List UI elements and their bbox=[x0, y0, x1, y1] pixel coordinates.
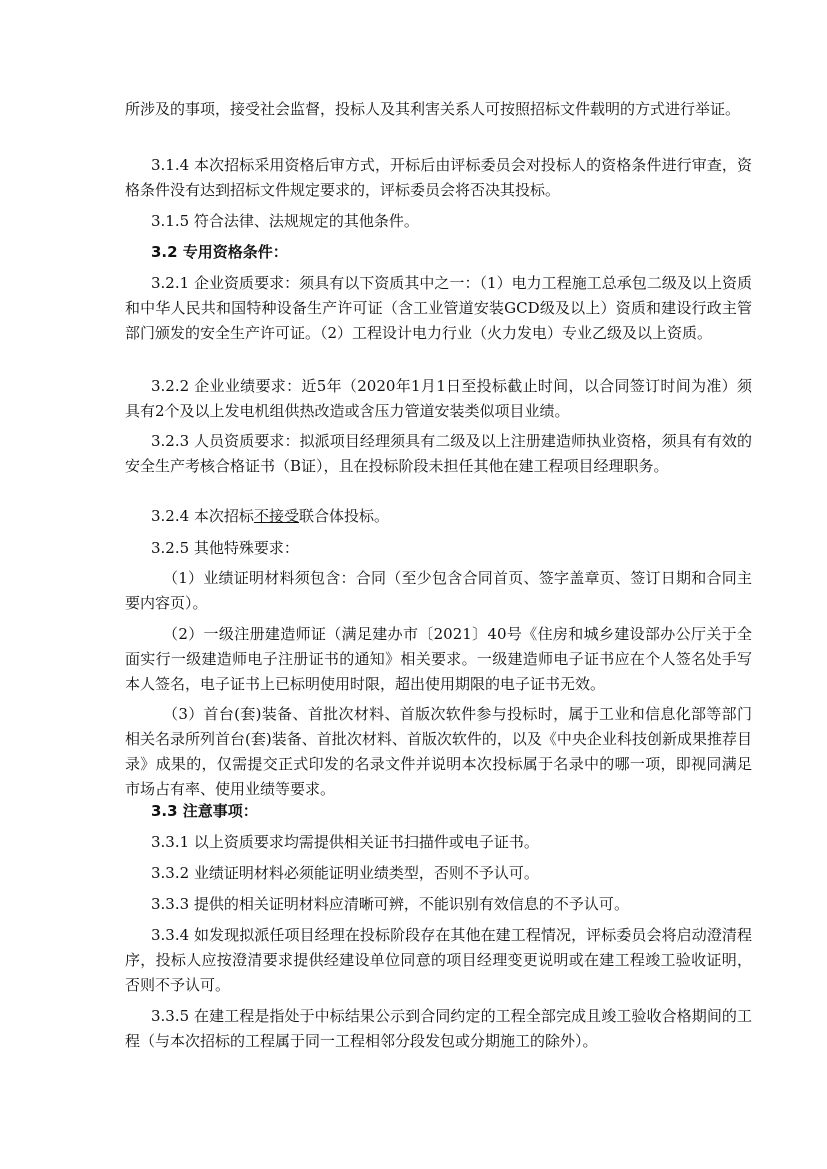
paragraph-item-3: （3）首台(套)装备、首批次材料、首版次软件参与投标时，属于工业和信息化部等部门相关名录所列首台(套)装备、首批次材料、首版次软件的，以及《中央企业科技创新成果推荐目录》成果的，仅需提交正式印发的名录文件并说明本次投标属于名录中的哪一项，即视同满足市场占有率、使用业绩等要求。 bbox=[125, 705, 752, 798]
paragraph-3-1-5: 3.1.5 符合法律、法规规定的其他条件。 bbox=[151, 212, 419, 230]
paragraph-3-1-3-continued: 所涉及的事项，接受社会监督，投标人及其利害关系人可按照招标文件载明的方式进行举证。 bbox=[125, 100, 741, 118]
paragraph-item-2: （2）一级注册建造师证（满足建办市〔2021〕40号《住房和城乡建设部办公厅关于全面实行一级建造师电子注册证书的通知》相关要求。一级建造师电子证书应在个人签名处手写本人签名，电子证书上已标明使用时限，超出使用期限的电子证书无效。 bbox=[125, 625, 752, 693]
paragraph-3-2-2: 3.2.2 企业业绩要求：近5年（2020年1月1日至投标截止时间，以合同签订时间为准）须具有2个及以上发电机组供热改造或含压力管道安装类似项目业绩。 bbox=[125, 377, 752, 420]
paragraph-3-1-4: 3.1.4 本次招标采用资格后审方式，开标后由评标委员会对投标人的资格条件进行审查，资格条件没有达到招标文件规定要求的，评标委员会将否决其投标。 bbox=[125, 156, 752, 199]
paragraph-3-2-5: 3.2.5 其他特殊要求： bbox=[151, 539, 299, 557]
paragraph-3-3-5: 3.3.5 在建工程是指处于中标结果公示到合同约定的工程全部完成且竣工验收合格期间的工程（与本次招标的工程属于同一工程相邻分段发包或分期施工的除外）。 bbox=[125, 1007, 752, 1050]
section-heading-3-3: 3.3 注意事项： bbox=[151, 802, 258, 820]
paragraph-3-3-1: 3.3.1 以上资质要求均需提供相关证书扫描件或电子证书。 bbox=[151, 833, 539, 851]
paragraph-3-2-4-suffix: 联合体投标。 bbox=[298, 507, 389, 525]
paragraph-3-3-4: 3.3.4 如发现拟派任项目经理在投标阶段存在其他在建工程情况，评标委员会将启动澄清程序，投标人应按澄清要求提供经建设单位同意的项目经理变更说明或在建工程竣工验收证明，否则不予认可。 bbox=[125, 926, 752, 994]
underlined-text: 不接受 bbox=[253, 507, 299, 525]
paragraph-3-2-3: 3.2.3 人员资质要求：拟派项目经理须具有二级及以上注册建造师执业资格，须具有有效的安全生产考核合格证书（B证），且在投标阶段未担任其他在建工程项目经理职务。 bbox=[125, 432, 752, 475]
paragraph-3-3-3: 3.3.3 提供的相关证明材料应清晰可辨，不能识别有效信息的不予认可。 bbox=[151, 895, 629, 913]
paragraph-item-1: （1）业绩证明材料须包含：合同（至少包含合同首页、签字盖章页、签订日期和合同主要内容页）。 bbox=[125, 569, 752, 612]
paragraph-3-2-1: 3.2.1 企业资质要求：须具有以下资质其中之一：（1）电力工程施工总承包二级及以上资质和中华人民共和国特种设备生产许可证（含工业管道安装GCD级及以上）资质和建设行政主管部门颁发的安全生产许可证。（2）工程设计电力行业（火力发电）专业乙级及以上资质。 bbox=[125, 274, 752, 342]
paragraph-3-2-4-prefix: 3.2.4 本次招标 bbox=[151, 507, 254, 525]
paragraph-3-3-2: 3.3.2 业绩证明材料必须能证明业绩类型，否则不予认可。 bbox=[151, 864, 539, 882]
section-heading-3-2: 3.2 专用资格条件： bbox=[151, 243, 288, 261]
paragraph-3-2-4 bbox=[125, 504, 752, 529]
